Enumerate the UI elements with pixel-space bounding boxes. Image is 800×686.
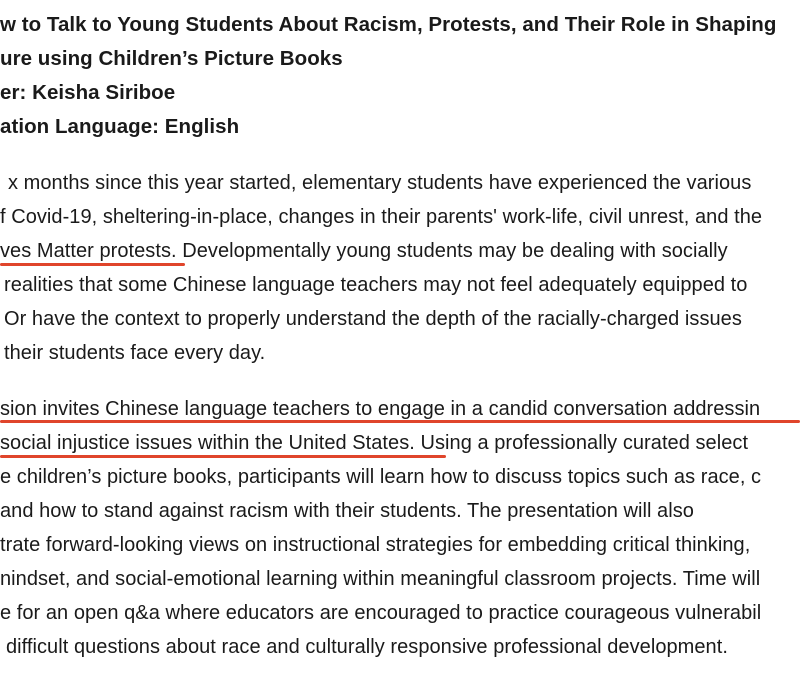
paragraph-2-line-7: e for an open q&a where educators are encouraged to practice courageous vulnerabil — [0, 602, 762, 624]
paragraph-1-line-6: their students face every day. — [4, 342, 266, 364]
paragraph-1-line-1: x months since this year started, elementary students have experienced the various — [8, 172, 752, 194]
paragraph-1-line-4: realities that some Chinese language teachers may not feel adequately equipped to — [4, 274, 748, 296]
session-title-line-2: ure using Children’s Picture Books — [0, 47, 343, 70]
paragraph-1-line-5: Or have the context to properly understand the depth of the racially-charged issues — [4, 308, 742, 330]
paragraph-2-line-1: sion invites Chinese language teachers to engage in a candid conversation addressin — [0, 398, 761, 420]
paragraph-2-line-2: social injustice issues within the United States. Using a professionally curated select — [0, 432, 749, 454]
paragraph-2-line-3: e children’s picture books, participants will learn how to discuss topics such as race, c — [0, 466, 762, 488]
highlight-underline-2a — [0, 420, 800, 423]
paragraph-2-line-6: nindset, and social-emotional learning within meaningful classroom projects. Time will — [0, 568, 761, 590]
session-title-line-1: w to Talk to Young Students About Racism, Protests, and Their Role in Shaping — [0, 13, 777, 36]
highlight-underline-2b — [0, 455, 446, 458]
presenter-line: er: Keisha Siriboe — [0, 81, 176, 104]
paragraph-2-line-4: and how to stand against racism with their students. The presentation will also — [0, 500, 694, 522]
paragraph-2-line-8: difficult questions about race and culturally responsive professional development. — [6, 636, 728, 658]
paragraph-1-line-2: f Covid-19, sheltering-in-place, changes in their parents' work-life, civil unrest, and the — [0, 206, 763, 228]
presentation-language-line: ation Language: English — [0, 115, 240, 138]
paragraph-1-line-3: ves Matter protests. Developmentally young students may be dealing with socially — [0, 240, 728, 262]
paragraph-2-line-5: trate forward-looking views on instructional strategies for embedding critical thinking, — [0, 534, 751, 556]
highlight-underline-1 — [0, 263, 185, 266]
